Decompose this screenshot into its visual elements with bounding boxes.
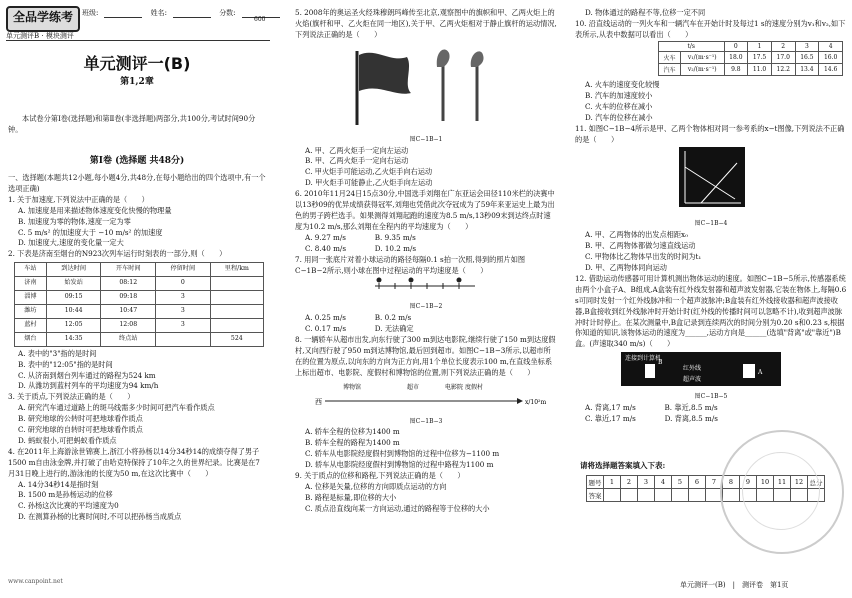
- list-c3: [575, 8, 847, 41]
- list-c3b: [575, 80, 847, 145]
- table-cell: 16.0: [819, 52, 843, 64]
- answer-number-cell: 5: [672, 476, 689, 489]
- flame-jia: [437, 49, 450, 67]
- table-row: [15, 304, 264, 318]
- question-text: 9. 关于质点的位移和路程,下列说法正确的是（ ）: [295, 471, 465, 481]
- ball-2: [409, 278, 414, 283]
- question-text: 12. 借助运动传感器可用计算机测出物体运动的速度。如图C−1B−5所示,传感器系统由两个小盒子A、B组成,A盒装有红外线发射器和超声波发射器,它装在物体上,每隔0.6 s可同时发射一个红外线脉冲和一个超声波脉冲;B盒装有红外线接收器和超声波接收器,B盒接收到红外线脉冲时开始计时(红外线的传播时间可以忽略不计),收到超声波脉冲时计时停止。在某次测量中,B盒记录到连续两次的时间分别为0.20 s和0.23 s,根据你知道的知识,该物体运动的速度为______,运动方向是______(选填"背离"或"靠近")B盒。(声速取340 m/s)（ ）: [575, 273, 847, 349]
- footer-url: www.canpoint.net: [8, 578, 63, 585]
- question-text: 11. 如图C−1B−4所示是甲、乙两个物体相对同一参考系的x−t图像,下列说法不正确的是（ ）: [575, 123, 845, 144]
- answer-option: A. 9.27 m/s B. 9.35 m/s: [305, 232, 416, 242]
- table-row: [659, 52, 843, 64]
- answer-option: C. 研究地球的自转时可把地球看作质点: [18, 425, 143, 435]
- answer-number-cell: 12: [791, 476, 808, 489]
- answer-cell[interactable]: [689, 489, 706, 502]
- footer-page: 单元测评一(B) | 测评卷 第1页: [680, 581, 789, 589]
- answer-option: A. 表中的"3"指的是时间: [18, 348, 97, 358]
- question-text: 4. 在2011年上海游泳世锦赛上,浙江小将孙杨以14分34秒14的成绩夺得了男子1500 m自由泳金牌,并打破了由哈克特保持了10年之久的世界纪录。比赛是在7月31日晚上进行的,游泳池的长度为50 m,在这次比赛中（ ）: [8, 446, 260, 478]
- table-cell: 09:15: [46, 291, 101, 305]
- figure5-caption: 图C−1B−5: [694, 393, 728, 401]
- answer-number-cell: 3: [638, 476, 655, 489]
- answer-option: B. 轿车全程的路程为1400 m: [305, 438, 400, 448]
- answer-option: B. 路程是标量,即位移的大小: [305, 492, 397, 502]
- answer-option: D. 从潍坊到蓝村列车的平均速度为94 km/h: [18, 381, 159, 391]
- answer-option: D. 甲、乙两物体同向运动: [585, 262, 667, 272]
- table-cell: 3: [156, 291, 211, 305]
- answer-option: C. 靠近,17 m/s D. 背离,8.5 m/s: [585, 413, 718, 423]
- header-divider: [6, 40, 270, 41]
- label-a: A: [758, 369, 763, 377]
- ball-1: [377, 278, 382, 283]
- figure-ruler: [295, 276, 557, 298]
- answer-option: B. 1500 m是孙杨运动的位移: [18, 490, 113, 500]
- th-arrive: 到达时间: [46, 263, 101, 277]
- chapter-label: 第1,2章: [120, 77, 154, 87]
- answer-option: B. 表中的"12:05"指的是时间: [18, 359, 113, 369]
- answer-number-cell: 11: [774, 476, 791, 489]
- table-cell: 3: [156, 318, 211, 332]
- figure2-caption: 图C−1B−2: [409, 303, 443, 311]
- table-cell: 始发站: [46, 277, 101, 291]
- answer-number-cell: 6: [689, 476, 706, 489]
- answer-option: A. 位移是矢量,位移的方向即质点运动的方向: [305, 482, 447, 491]
- answer-number-cell: 7: [706, 476, 723, 489]
- list-c3c: [575, 230, 847, 350]
- figure-xt-graph: [575, 145, 847, 215]
- answer-number-cell: 8: [723, 476, 740, 489]
- table-cell: 0: [156, 277, 211, 291]
- answer-cell[interactable]: [655, 489, 672, 502]
- label-ir: 红外线: [683, 365, 702, 373]
- table-row: [15, 291, 264, 305]
- table-cell: 17.0: [771, 52, 795, 64]
- answer-option: C. 轿车从电影院经度假村到博物馆的过程中位移为−1100 m: [305, 449, 500, 459]
- name-blank[interactable]: [173, 9, 211, 18]
- list-c2c: [295, 313, 557, 378]
- table-cell: 10:47: [101, 304, 156, 318]
- table-cell: 汽车: [659, 64, 681, 76]
- list-c3d: [575, 403, 847, 425]
- question-text: 6. 2010年11月24日15点30分,中国选手刘翔在广东亚运会田径110米栏的决赛中以13秒09的优异成绩获得冠军,刘翔也凭借此次夺冠成为了59年来亚运史上最为出色的男子跨栏选手。如果测得刘翔起跑的速度为8.5 m/s,13秒09末到达终点时速度为10.2 m/s,那么刘翔在全程内的平均速度为（ ）: [295, 189, 555, 231]
- answer-number-cell: 1: [604, 476, 621, 489]
- answer-option: A. 轿车全程的位移为1400 m: [305, 427, 400, 437]
- question-text: 3. 关于质点,下列说法正确的是（ ）: [8, 392, 135, 402]
- figure-torch-flag: [295, 41, 557, 131]
- box-a: [743, 364, 755, 378]
- table-cell: 蓝村: [15, 318, 47, 332]
- th-stop: 停留时间: [156, 263, 211, 277]
- th-km: 里程/km: [210, 263, 263, 277]
- table-cell: [210, 318, 263, 332]
- table-cell: [210, 277, 263, 291]
- answer-label-cell: 答案: [587, 489, 604, 502]
- answer-option: C. 火车的位移在减小: [585, 101, 653, 111]
- column-3: [575, 8, 847, 41]
- score-total: 600: [254, 16, 266, 23]
- table-cell: 11.0: [748, 64, 772, 76]
- answer-number-cell: 2: [621, 476, 638, 489]
- table-cell: 12.2: [771, 64, 795, 76]
- list-c1b: [8, 349, 266, 524]
- answer-number-cell: 4: [655, 476, 672, 489]
- answer-option: B. 甲、乙两物体都做匀速直线运动: [585, 241, 696, 251]
- answer-option: D. 甲火炬手可能静止,乙火炬手向左运动: [305, 178, 433, 188]
- score-label: 分数:: [219, 9, 236, 17]
- question-intro: 一、选择题(本题共12小题,每小题4分,共48分,在每小题给出的四个选项中,有一个选项正确): [8, 173, 266, 193]
- table-cell: 潍坊: [15, 304, 47, 318]
- table-cell: 烟台: [15, 332, 47, 346]
- answer-option: A. 加速度是用来描述物体速度变化快慢的物理量: [18, 205, 172, 215]
- answer-number-cell: 10: [757, 476, 774, 489]
- table-cell: 3: [156, 304, 211, 318]
- table-cell: 17.5: [748, 52, 772, 64]
- table-cell: 9.8: [724, 64, 748, 76]
- th-0: 0: [724, 42, 748, 52]
- figure1-caption: 图C−1B−1: [409, 135, 443, 143]
- table-cell: [156, 332, 211, 346]
- answer-option: D. 加速度大,速度的变化量一定大: [18, 238, 124, 248]
- answer-option: C. 甲物体比乙物体早出发的时间为t₁: [585, 252, 702, 262]
- answer-number-cell: 9: [740, 476, 757, 489]
- answer-option: A. 甲、乙两火炬手一定向左运动: [305, 145, 409, 155]
- table-cell: 火车: [659, 52, 681, 64]
- answer-cell[interactable]: [638, 489, 655, 502]
- table-row: [15, 318, 264, 332]
- label-computer: 连接到计算机: [625, 355, 662, 363]
- answer-option: D. 轿车从电影院经度假村到博物馆的过程中路程为1100 m: [305, 460, 494, 470]
- column-2: [295, 8, 557, 515]
- class-blank[interactable]: [104, 9, 142, 18]
- ball-3: [457, 278, 462, 283]
- page-title: 单元测评一(B): [83, 54, 191, 73]
- table-cell: 12:08: [101, 318, 156, 332]
- answer-option: C. 5 m/s² 的加速度大于 −10 m/s² 的加速度: [18, 227, 163, 237]
- answer-option: C. 从济南到烟台列车通过的路程为524 km: [18, 370, 156, 380]
- th-4: 4: [819, 42, 843, 52]
- table-row: [15, 277, 264, 291]
- answer-option: C. 孙杨这次比赛的平均速度为0: [18, 501, 119, 511]
- question-text: 8. 一辆轿车从超市出发,向东行驶了300 m到达电影院,继续行驶了150 m到达度假村,又向西行驶了950 m到达博物馆,最后回到超市。如图C−1B−3所示,以超市所在的位置为原点,以向东的方向为正方向,用1个单位长度表示100 m,在直线坐标系上标出超市、电影院、度假村和博物馆的位置,则下列说法正确的是（ ）: [295, 335, 556, 377]
- table-row: [15, 332, 264, 346]
- axis-west: 西: [315, 397, 322, 406]
- figure-number-line: [295, 379, 557, 413]
- section-title: 第Ⅰ卷 (选择题 共48分): [89, 156, 185, 166]
- name-label: 姓名:: [150, 9, 167, 17]
- table-cell: 08:12: [101, 277, 156, 291]
- label-b: B: [658, 359, 663, 367]
- th-t: t/s: [659, 42, 725, 52]
- table-cell: 18.0: [724, 52, 748, 64]
- list-c2: [295, 8, 557, 41]
- graph-bg: [679, 147, 745, 207]
- answer-cell[interactable]: [604, 489, 621, 502]
- train-rows: [15, 277, 264, 347]
- intro-text: 本试卷分第Ⅰ卷(选择题)和第Ⅱ卷(非选择题)两部分,共100分,考试时间90分钟。: [8, 114, 256, 134]
- th-depart: 开车时间: [101, 263, 156, 277]
- place-resort: 度假村: [465, 383, 484, 391]
- axis-arrow: [517, 398, 523, 404]
- place-market: 超市: [407, 383, 420, 391]
- list-c2b: [295, 146, 557, 277]
- table-cell: [210, 291, 263, 305]
- figure-sensor: [575, 350, 847, 388]
- answer-option: D. 在测算孙杨的比赛时间时,不可以把孙杨当成质点: [18, 512, 182, 522]
- answer-option: D. 蚂蚁很小,可把蚂蚁看作质点: [18, 435, 117, 445]
- brand-logo: 全品学练考: [6, 6, 80, 32]
- answer-option: A. 14分34秒14是指时刻: [18, 479, 99, 489]
- question-text: 2. 下表是济南至烟台的N923次列车运行时刻表的一部分,则（ ）: [8, 249, 227, 259]
- axis-unit: x/10²m: [525, 398, 547, 406]
- table-cell: 12:05: [46, 318, 101, 332]
- answer-option: B. 甲、乙两火炬手一定向右运动: [305, 156, 409, 166]
- answer-option: A. 研究汽车通过道路上的斑马线需多少时间可把汽车看作质点: [18, 403, 215, 413]
- list-c1: [8, 195, 266, 260]
- answer-cell[interactable]: [672, 489, 689, 502]
- speed-rows: [659, 52, 843, 76]
- th-2: 2: [771, 42, 795, 52]
- answer-option: D. 物体通过的路程不等,位移一定不同: [585, 8, 706, 17]
- column-1: [8, 173, 266, 523]
- flag: [359, 52, 411, 93]
- column-3b: [575, 80, 847, 425]
- answer-option: C. 甲火炬手可能运动,乙火炬手向右运动: [305, 167, 433, 177]
- table-cell: 14:35: [46, 332, 101, 346]
- table-cell: 14.6: [819, 64, 843, 76]
- answer-option: B. 汽车的加速度较小: [585, 90, 653, 100]
- th-1: 1: [748, 42, 772, 52]
- table-cell: v₂/(m·s⁻¹): [680, 64, 724, 76]
- table-cell: 淄博: [15, 291, 47, 305]
- question-text: 7. 用同一张底片对着小球运动的路径每隔0.1 s拍一次照,得到的照片如图C−1B−2所示,则小球在图中过程运动的平均速度是（ ）: [295, 254, 526, 275]
- table-cell: 终点站: [101, 332, 156, 346]
- figure3-caption: 图C−1B−3: [409, 417, 443, 425]
- watermark-stamp: [720, 430, 844, 554]
- table-cell: 13.4: [795, 64, 819, 76]
- speed-table: [658, 41, 843, 76]
- question-text: 5. 2008年的奥运圣火经珠穆朗玛峰传至北京,观察图中的旗帜和甲、乙两火炬上的火焰(旗杆和甲、乙火炬在同一地区),关于甲、乙两火炬相对于静止旗杆的运动情况,下列说法正确的是（ ）: [295, 8, 557, 39]
- label-ultra: 超声波: [683, 376, 702, 384]
- table-cell: 济南: [15, 277, 47, 291]
- answer-option: A. 0.25 m/s B. 0.2 m/s: [305, 313, 412, 323]
- answer-option: D. 汽车的位移在减小: [585, 112, 653, 122]
- table-cell: 10:44: [46, 304, 101, 318]
- place-museum: 博物馆: [343, 383, 362, 391]
- speed-header: [659, 42, 843, 52]
- answer-cell[interactable]: [621, 489, 638, 502]
- table-cell: v₁/(m·s⁻¹): [680, 52, 724, 64]
- sub-header: 单元测评B · 模块测评: [6, 32, 74, 40]
- th-3: 3: [795, 42, 819, 52]
- table-cell: [210, 304, 263, 318]
- flame-yi: [471, 51, 484, 67]
- th-station: 车站: [15, 263, 47, 277]
- question-text: 10. 沿直线运动的一列火车和一辆汽车在开始计时及每过1 s的速度分别为v₁和v₂,如下表所示,从表中数据可以看出（ ）: [575, 18, 846, 39]
- question-text: 1. 关于加速度,下列说法中正确的是（ ）: [8, 194, 149, 204]
- table-header: [15, 263, 264, 277]
- train-table: [14, 262, 264, 346]
- answer-option: A. 背离,17 m/s B. 靠近,8.5 m/s: [585, 403, 718, 413]
- table-cell: 16.5: [795, 52, 819, 64]
- answer-label: 请将选择题答案填入下表:: [580, 461, 666, 470]
- table-row: [659, 64, 843, 76]
- class-label: 班级:: [82, 9, 99, 17]
- list-c2d: [295, 427, 557, 514]
- answer-option: A. 甲、乙两物体的出发点相距x₀: [585, 230, 688, 240]
- answer-option: B. 加速度为零的物体,速度一定为零: [18, 216, 131, 226]
- place-cinema: 电影院: [445, 383, 464, 391]
- answer-option: C. 质点沿直线向某一方向运动,通过的路程等于位移的大小: [305, 503, 490, 513]
- answer-number-cell: 题号: [587, 476, 604, 489]
- answer-number-cell: 总分: [808, 476, 825, 489]
- box-b: [645, 364, 655, 378]
- answer-option: B. 研究地球的公转时可把地球看作质点: [18, 414, 143, 424]
- answer-option: A. 火车的速度变化较慢: [585, 80, 660, 89]
- table-cell: 09:18: [101, 291, 156, 305]
- table-cell: 524: [210, 332, 263, 346]
- figure4-caption: 图C−1B−4: [694, 220, 728, 228]
- answer-option: C. 0.17 m/s D. 无法确定: [305, 324, 414, 334]
- answer-option: C. 8.40 m/s D. 10.2 m/s: [305, 243, 417, 253]
